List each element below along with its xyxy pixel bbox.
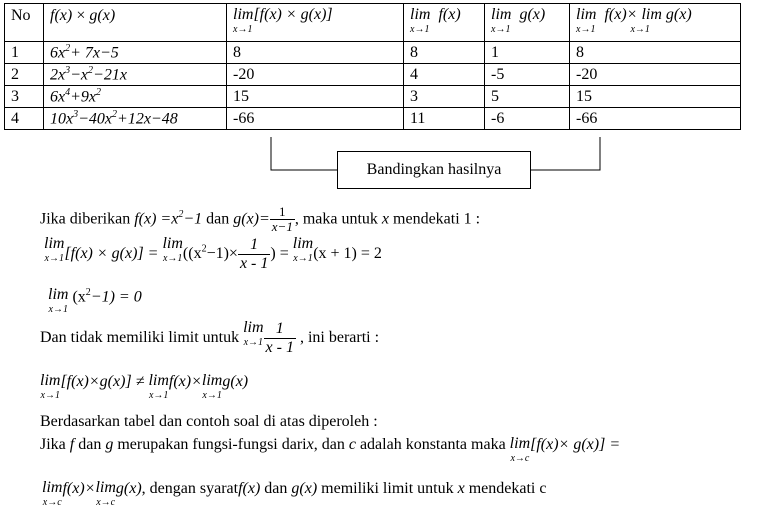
equation-2: lim x→1 $(x^2-1) = 0$ bbox=[48, 286, 142, 315]
conclusion-line-3: lim x→c f(x)×lim x→c g(x), dengan syaratf(x) dan g(x) memiliki limit untuk x mendekati c bbox=[42, 479, 547, 508]
fg-expression: $6x^4+9x^2$ bbox=[44, 86, 227, 108]
table-row: 1 $6x^2+ 7x-5$ 8 8 1 8 bbox=[5, 42, 741, 64]
conclusion-line-1: Berdasarkan tabel dan contoh soal di atas diperoleh : bbox=[40, 413, 378, 430]
header-fg: f(x) × g(x) bbox=[44, 4, 227, 42]
no-limit-line: Dan tidak memiliki limit untuk lim x→1 $\frac{1}{x - 1}$ , ini berarti : bbox=[40, 319, 380, 356]
equation-1: lim x→1 [f(x) × g(x)] = lim x→1 ($(x^2-1)\times$ $\frac{1}{x - 1}$ ) = lim x→1 (x + 1) = 2 bbox=[44, 235, 382, 272]
intro-line: Jika diberikan $f(x) =x^2-1$ dan g(x)= $\frac{1}{x-1}$ , maka untuk x mendekati 1 : bbox=[40, 203, 481, 235]
fg-expression: $6x^2+ 7x-5$ bbox=[44, 42, 227, 64]
not-equal-line: lim x→1 [f(x)×g(x)] ≠ lim x→1 f(x)×lim x→1 g(x) bbox=[40, 372, 249, 401]
conclusion-line-2: Jika f dan g merupakan fungsi-fungsi darix, dan c adalah konstanta maka lim x→c [f(x)× g(x)] = bbox=[40, 435, 621, 464]
compare-label: Bandingkan hasilnya bbox=[337, 151, 531, 189]
header-lim-f: lim f(x) x→1 bbox=[404, 4, 485, 42]
header-lim-g: lim g(x) x→1 bbox=[485, 4, 570, 42]
table-row: 3 $6x^4+9x^2$ 15 3 5 15 bbox=[5, 86, 741, 108]
fg-expression: $10x^3-40x^2+12x-48$ bbox=[44, 108, 227, 130]
header-lim-fg: lim[f(x) × g(x)] x→1 bbox=[227, 4, 404, 42]
fg-expression: $2x^3-x^2-21x$ bbox=[44, 64, 227, 86]
table-row: 2 $2x^3-x^2-21x$ -20 4 -5 -20 bbox=[5, 64, 741, 86]
table-row: 4 $10x^3-40x^2+12x-48$ -66 11 -6 -66 bbox=[5, 108, 741, 130]
header-lim-f-times-lim-g: lim f(x)× lim g(x) x→1 x→1 bbox=[570, 4, 741, 42]
header-no: No bbox=[5, 4, 44, 42]
